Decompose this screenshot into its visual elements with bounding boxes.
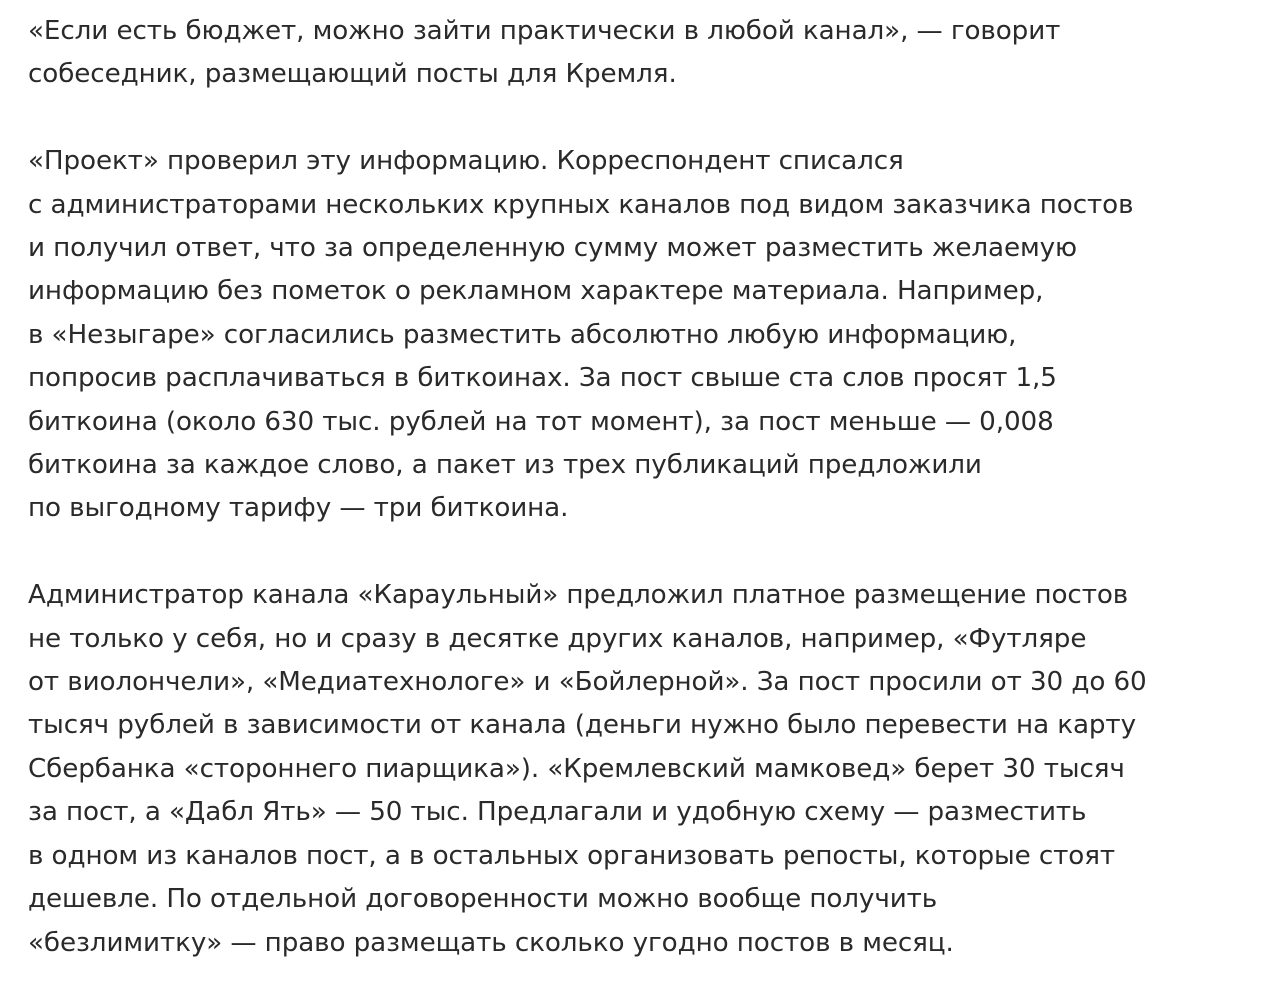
text-line: в «Незыгаре» согласились разместить абсолютно любую информацию, xyxy=(28,319,1017,350)
text-line: и получил ответ, что за определенную сумму может разместить желаемую xyxy=(28,233,1077,264)
paragraph-proekt-check xyxy=(28,140,1268,531)
article-body xyxy=(28,10,1268,965)
text-line: информацию без пометок о рекламном характере материала. Например, xyxy=(28,276,1044,307)
text-line: от виолончели», «Медиатехнологе» и «Бойлерной». За пост просили от 30 до 60 xyxy=(28,667,1147,698)
text-line: Сбербанка «стороннего пиарщика»). «Кремлевский мамковед» берет 30 тысяч xyxy=(28,753,1125,784)
text-line: собеседник, размещающий посты для Кремля. xyxy=(28,59,677,90)
text-line: Администратор канала «Караульный» предложил платное размещение постов xyxy=(28,580,1129,611)
text-line: по выгодному тарифу — три биткоина. xyxy=(28,493,569,524)
text-line: биткоина (около 630 тыс. рублей на тот момент), за пост меньше — 0,008 xyxy=(28,406,1054,437)
text-line: биткоина за каждое слово, а пакет из трех публикаций предложили xyxy=(28,450,982,481)
text-line: «Если есть бюджет, можно зайти практически в любой канал», — говорит xyxy=(28,16,1061,46)
text-line: «безлимитку» — право размещать сколько угодно постов в месяц. xyxy=(28,927,954,958)
text-line: «Проект» проверил эту информацию. Корреспондент списался xyxy=(28,146,904,177)
text-line: за пост, а «Дабл Ять» — 50 тыс. Предлагали и удобную схему — разместить xyxy=(28,797,1087,828)
text-line: тысяч рублей в зависимости от канала (деньги нужно было перевести на карту xyxy=(28,710,1136,741)
text-line: попросив расплачиваться в биткоинах. За пост свыше ста слов просят 1,5 xyxy=(28,363,1057,394)
paragraph-karaulny-admin xyxy=(28,574,1268,965)
text-line: в одном из каналов пост, а в остальных организовать репосты, которые стоят xyxy=(28,840,1116,871)
paragraph-budget-quote xyxy=(28,10,1268,97)
text-line: дешевле. По отдельной договоренности можно вообще получить xyxy=(28,884,938,915)
text-line: не только у себя, но и сразу в десятке других каналов, например, «Футляре xyxy=(28,623,1087,654)
text-line: с администраторами нескольких крупных каналов под видом заказчика постов xyxy=(28,189,1134,220)
